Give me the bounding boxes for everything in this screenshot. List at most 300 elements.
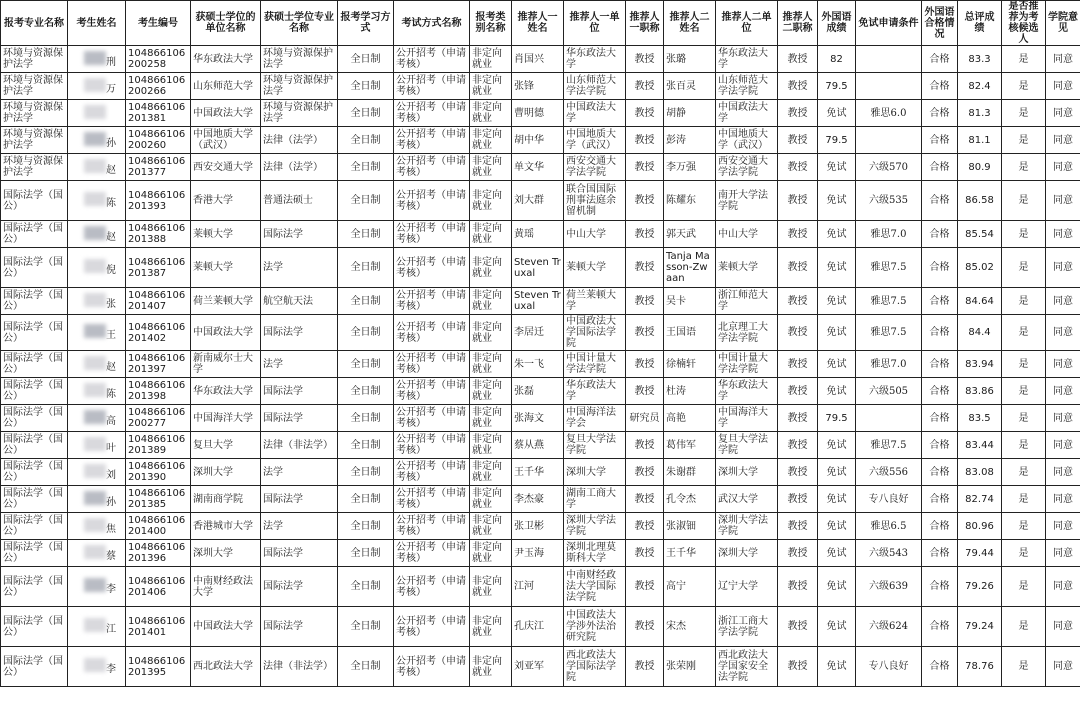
referee1-unit-cell-text: 中山大学 [566, 228, 606, 240]
major-cell [1, 567, 68, 607]
exemption-condition-cell-text: 六级624 [868, 621, 909, 632]
total-score-cell [958, 181, 1002, 221]
student-id-cell-text: 104866106201406 [128, 575, 186, 598]
referee1-unit-cell [564, 567, 626, 607]
student-id-cell [126, 288, 191, 315]
degree-cell-text: 国际法学 [263, 412, 303, 424]
college-opinion-cell-text: 同意 [1053, 262, 1073, 273]
total-score-cell-text: 85.54 [965, 228, 994, 240]
college-opinion-cell [1046, 248, 1080, 288]
major-cell-text: 国际法学（国公） [3, 434, 63, 456]
school-cell-text: 香港城市大学 [193, 520, 253, 532]
major-cell-text: 国际法学（国公） [3, 515, 63, 537]
lang-pass-cell-text: 合格 [929, 493, 950, 505]
school-cell-text: 荷兰莱顿大学 [193, 295, 253, 307]
referee2-unit-cell-text: 中国计量大学法学院 [718, 353, 768, 375]
referee2-name-cell-text: 宋杰 [666, 621, 686, 632]
lang-pass-cell-text: 合格 [929, 262, 950, 273]
total-score-cell [958, 459, 1002, 486]
study-mode-cell-text: 全日制 [350, 493, 381, 505]
category-cell-text: 非定向就业 [472, 515, 502, 537]
referee1-unit-cell [564, 248, 626, 288]
total-score-cell [958, 540, 1002, 567]
exam-type-cell [394, 288, 470, 315]
foreign-lang-score-cell-text: 免试 [826, 466, 847, 478]
student-id-cell [126, 459, 191, 486]
study-mode-cell-text: 全日制 [350, 327, 381, 338]
major-cell-text: 国际法学（国公） [3, 353, 63, 375]
student-id-cell-text: 104866106201400 [128, 515, 186, 537]
college-opinion-cell-text: 同意 [1053, 327, 1073, 338]
referee2-name-cell-text: 张荣刚 [666, 661, 696, 672]
foreign-lang-score-cell [818, 459, 856, 486]
student-id-cell [126, 181, 191, 221]
exemption-condition-cell-text: 雅思7.5 [870, 262, 907, 273]
foreign-lang-score-cell [818, 248, 856, 288]
referee1-name-cell [512, 100, 564, 127]
foreign-lang-score-cell [818, 288, 856, 315]
referee1-unit-cell-text: 中国政法大学 [566, 102, 616, 124]
exam-type-cell-text: 公开招考（申请考核） [396, 102, 466, 124]
school-cell [191, 127, 261, 154]
school-cell-text: 华东政法大学 [193, 53, 253, 65]
referee2-title-cell-text: 教授 [787, 547, 808, 559]
college-opinion-cell-text: 同意 [1053, 195, 1073, 206]
degree-cell-text: 国际法学 [263, 621, 303, 632]
referee1-title-cell [626, 647, 664, 687]
study-mode-cell [338, 351, 394, 378]
total-score-cell [958, 288, 1002, 315]
name-cell [68, 127, 126, 154]
exemption-condition-cell [856, 540, 922, 567]
referee2-name-cell-text: 高艳 [666, 412, 686, 424]
total-score-cell-text: 83.3 [968, 53, 991, 65]
college-opinion-cell-text: 同意 [1053, 547, 1073, 559]
exemption-condition-cell-text: 六级505 [868, 385, 909, 397]
college-opinion-cell-text: 同意 [1053, 439, 1073, 451]
table-row [1, 567, 1080, 607]
student-id-cell-text: 104866106200258 [128, 48, 186, 70]
referee1-name-cell-text: 朱一飞 [514, 358, 544, 370]
referee2-title-cell-text: 教授 [787, 53, 808, 65]
exam-type-cell [394, 127, 470, 154]
name-cell [68, 405, 126, 432]
major-cell [1, 351, 68, 378]
degree-cell-text: 国际法学 [263, 228, 303, 240]
student-id-cell [126, 378, 191, 405]
referee2-name-cell [664, 647, 716, 687]
referee1-unit-cell-text: 中国海洋法学会 [566, 407, 616, 429]
referee1-unit-cell [564, 540, 626, 567]
referee1-title-cell-text: 教授 [634, 661, 655, 672]
total-score-cell-text: 79.26 [965, 581, 994, 592]
referee2-name-cell-text: 徐楠轩 [666, 358, 696, 370]
referee1-unit-cell-text: 莱顿大学 [566, 262, 606, 273]
exam-type-cell [394, 459, 470, 486]
table-row [1, 221, 1080, 248]
referee1-unit-cell [564, 351, 626, 378]
recommended-cell-text: 是 [1018, 53, 1029, 65]
referee2-title-cell-text: 教授 [787, 327, 808, 338]
college-opinion-cell [1046, 221, 1080, 248]
degree-cell [261, 486, 338, 513]
referee2-unit-cell [716, 248, 778, 288]
referee2-unit-cell-text: 山东师范大学法学院 [718, 75, 768, 97]
lang-pass-cell [922, 607, 958, 647]
name-cell [68, 288, 126, 315]
category-cell [470, 351, 512, 378]
degree-cell-text: 法律（非法学） [263, 439, 333, 451]
school-cell [191, 459, 261, 486]
study-mode-cell [338, 540, 394, 567]
degree-cell-text: 普通法硕士 [263, 195, 313, 206]
college-opinion-cell-text: 同意 [1053, 107, 1073, 119]
category-cell-text: 非定向就业 [472, 655, 502, 678]
referee2-title-cell [778, 288, 818, 315]
referee1-unit-cell-text: 深圳北理莫斯科大学 [566, 542, 616, 564]
degree-cell-text: 法律（法学） [263, 161, 323, 173]
exam-type-cell-text: 公开招考（申请考核） [396, 189, 466, 212]
foreign-lang-score-cell [818, 73, 856, 100]
referee2-title-cell-text: 教授 [787, 621, 808, 632]
referee1-name-cell [512, 405, 564, 432]
exam-type-cell [394, 378, 470, 405]
exemption-condition-cell [856, 127, 922, 154]
referee1-title-cell-text: 教授 [634, 439, 655, 451]
foreign-lang-score-cell-text: 79.5 [825, 412, 848, 424]
name-cell-text: 赵 [106, 164, 116, 176]
student-id-cell [126, 221, 191, 248]
referee2-unit-cell [716, 567, 778, 607]
column-header: 获硕士学位的单位名称 [191, 1, 261, 46]
major-cell-text: 国际法学（国公） [3, 321, 63, 344]
name-cell [68, 315, 126, 351]
major-cell [1, 513, 68, 540]
column-header: 免试申请条件 [856, 1, 922, 46]
major-cell [1, 100, 68, 127]
referee2-name-cell [664, 73, 716, 100]
degree-cell-text: 法学 [263, 262, 283, 273]
student-id-cell-text: 104866106201385 [128, 488, 186, 510]
category-cell [470, 607, 512, 647]
school-cell-text: 中国地质大学（武汉） [193, 129, 253, 151]
student-id-cell-text: 104866106201381 [128, 102, 186, 124]
total-score-cell [958, 315, 1002, 351]
total-score-cell [958, 154, 1002, 181]
referee2-name-cell [664, 378, 716, 405]
name-cell [68, 221, 126, 248]
referee2-unit-cell-text: 中国地质大学（武汉） [718, 129, 768, 151]
category-cell [470, 315, 512, 351]
referee1-unit-cell-text: 深圳大学 [566, 466, 606, 478]
exemption-condition-cell [856, 181, 922, 221]
major-cell [1, 315, 68, 351]
exam-type-cell-text: 公开招考（申请考核） [396, 321, 466, 344]
exam-type-cell [394, 486, 470, 513]
name-cell-text: 赵 [106, 231, 116, 243]
total-score-cell-text: 80.9 [968, 161, 991, 173]
lang-pass-cell [922, 73, 958, 100]
referee2-title-cell-text: 教授 [787, 134, 808, 146]
total-score-cell [958, 432, 1002, 459]
name-cell-text: 李 [106, 664, 116, 675]
exam-type-cell-text: 公开招考（申请考核） [396, 461, 466, 483]
referee2-name-cell [664, 100, 716, 127]
referee2-unit-cell [716, 73, 778, 100]
column-header: 推荐人一单位 [564, 1, 626, 46]
referee2-title-cell [778, 432, 818, 459]
recommended-cell-text: 是 [1018, 195, 1029, 206]
referee2-name-cell [664, 288, 716, 315]
student-id-cell [126, 405, 191, 432]
major-cell [1, 221, 68, 248]
name-cell-text: 高 [106, 415, 116, 427]
table-row [1, 432, 1080, 459]
major-cell [1, 459, 68, 486]
degree-cell-text: 法学 [263, 520, 283, 532]
study-mode-cell-text: 全日制 [350, 547, 381, 559]
lang-pass-cell-text: 合格 [929, 547, 950, 559]
referee1-unit-cell [564, 486, 626, 513]
exam-type-cell [394, 540, 470, 567]
student-id-cell [126, 73, 191, 100]
school-cell [191, 647, 261, 687]
exemption-condition-cell-text: 雅思6.0 [870, 107, 907, 119]
column-header: 外国语成绩 [818, 1, 856, 46]
referee1-unit-cell-text: 中南财经政法大学国际法学院 [566, 570, 616, 603]
referee1-title-cell [626, 46, 664, 73]
referee2-name-cell-text: 张淑钿 [666, 520, 696, 532]
lang-pass-cell [922, 459, 958, 486]
lang-pass-cell-text: 合格 [929, 621, 950, 632]
recommended-cell-text: 是 [1018, 228, 1029, 240]
referee1-unit-cell [564, 607, 626, 647]
redaction-mosaic [84, 192, 106, 206]
referee1-name-cell [512, 378, 564, 405]
referee1-unit-cell-text: 西安交通大学法学院 [566, 156, 616, 178]
college-opinion-cell [1046, 647, 1080, 687]
category-cell-text: 非定向就业 [472, 156, 502, 178]
referee2-unit-cell-text: 华东政法大学 [718, 380, 768, 402]
college-opinion-cell [1046, 181, 1080, 221]
degree-cell [261, 567, 338, 607]
referee1-unit-cell-text: 华东政法大学 [566, 48, 616, 70]
recommended-cell [1002, 73, 1046, 100]
exam-type-cell [394, 432, 470, 459]
column-header: 推荐人二姓名 [664, 1, 716, 46]
degree-cell-text: 环境与资源保护法学 [263, 102, 333, 124]
recommended-cell [1002, 221, 1046, 248]
college-opinion-cell [1046, 486, 1080, 513]
college-opinion-cell [1046, 513, 1080, 540]
exemption-condition-cell [856, 567, 922, 607]
lang-pass-cell-text: 合格 [929, 228, 950, 240]
lang-pass-cell [922, 248, 958, 288]
school-cell-text: 深圳大学 [193, 466, 233, 478]
recommended-cell-text: 是 [1018, 439, 1029, 451]
school-cell [191, 405, 261, 432]
name-cell-text: 刑 [106, 56, 116, 68]
referee1-name-cell [512, 248, 564, 288]
referee1-title-cell-text: 教授 [634, 621, 655, 632]
referee2-unit-cell-text: 武汉大学 [718, 493, 758, 505]
redaction-mosaic [84, 259, 106, 273]
exam-type-cell-text: 公开招考（申请考核） [396, 256, 466, 279]
student-id-cell-text: 104866106201377 [128, 156, 186, 178]
referee2-unit-cell [716, 100, 778, 127]
recommended-cell [1002, 567, 1046, 607]
student-id-cell-text: 104866106201388 [128, 223, 186, 245]
referee1-name-cell [512, 221, 564, 248]
referee1-name-cell-text: 蔡从燕 [514, 439, 544, 451]
recommended-cell [1002, 378, 1046, 405]
school-cell [191, 100, 261, 127]
referee1-name-cell-text: 胡中华 [514, 134, 544, 146]
school-cell-text: 复旦大学 [193, 439, 233, 451]
school-cell-text: 莱顿大学 [193, 262, 233, 273]
referee2-unit-cell [716, 513, 778, 540]
referee2-name-cell [664, 248, 716, 288]
category-cell [470, 432, 512, 459]
referee2-unit-cell-text: 中国海洋大学 [718, 407, 768, 429]
major-cell [1, 647, 68, 687]
foreign-lang-score-cell [818, 486, 856, 513]
total-score-cell [958, 248, 1002, 288]
referee1-title-cell-text: 教授 [634, 295, 655, 307]
school-cell [191, 607, 261, 647]
college-opinion-cell-text: 同意 [1053, 134, 1073, 146]
foreign-lang-score-cell-text: 免试 [826, 327, 847, 338]
study-mode-cell [338, 181, 394, 221]
study-mode-cell-text: 全日制 [350, 228, 381, 240]
category-cell [470, 73, 512, 100]
college-opinion-cell [1046, 127, 1080, 154]
school-cell [191, 378, 261, 405]
study-mode-cell-text: 全日制 [350, 661, 381, 672]
referee2-title-cell [778, 73, 818, 100]
referee2-title-cell-text: 教授 [787, 520, 808, 532]
referee2-title-cell [778, 567, 818, 607]
study-mode-cell-text: 全日制 [350, 412, 381, 424]
lang-pass-cell-text: 合格 [929, 107, 950, 119]
referee2-title-cell-text: 教授 [787, 161, 808, 173]
referee1-unit-cell [564, 221, 626, 248]
referee2-unit-cell [716, 288, 778, 315]
table-row [1, 288, 1080, 315]
degree-cell [261, 46, 338, 73]
referee2-name-cell [664, 459, 716, 486]
exam-type-cell [394, 315, 470, 351]
total-score-cell-text: 83.5 [968, 412, 991, 424]
student-id-cell [126, 351, 191, 378]
referee2-name-cell-text: 孔令杰 [666, 493, 696, 505]
total-score-cell-text: 81.1 [968, 134, 991, 146]
recommended-cell-text: 是 [1018, 327, 1029, 338]
degree-cell [261, 73, 338, 100]
name-cell-text: 陈 [106, 388, 116, 400]
referee1-unit-cell-text: 深圳大学法学院 [566, 515, 616, 537]
recommended-cell-text: 是 [1018, 581, 1029, 592]
study-mode-cell-text: 全日制 [350, 581, 381, 592]
referee1-name-cell-text: 孔庆江 [514, 621, 544, 632]
referee2-unit-cell-text: 深圳大学 [718, 466, 758, 478]
study-mode-cell [338, 288, 394, 315]
column-header: 考生姓名 [68, 1, 126, 46]
table-row [1, 647, 1080, 687]
recommended-cell-text: 是 [1018, 262, 1029, 273]
name-cell [68, 100, 126, 127]
category-cell [470, 567, 512, 607]
table-row [1, 127, 1080, 154]
major-cell [1, 248, 68, 288]
study-mode-cell-text: 全日制 [350, 466, 381, 478]
total-score-cell [958, 405, 1002, 432]
school-cell [191, 288, 261, 315]
study-mode-cell [338, 315, 394, 351]
foreign-lang-score-cell [818, 513, 856, 540]
student-id-cell [126, 248, 191, 288]
college-opinion-cell-text: 同意 [1053, 412, 1073, 424]
degree-cell [261, 127, 338, 154]
column-header: 报考类别名称 [470, 1, 512, 46]
foreign-lang-score-cell [818, 567, 856, 607]
student-id-cell-text: 104866106200266 [128, 75, 186, 97]
referee2-unit-cell-text: 深圳大学 [718, 547, 758, 559]
recommended-cell-text: 是 [1018, 547, 1029, 559]
major-cell [1, 46, 68, 73]
referee2-unit-cell [716, 315, 778, 351]
referee2-unit-cell [716, 647, 778, 687]
name-cell-text: 焦 [106, 523, 116, 535]
table-row [1, 248, 1080, 288]
referee2-unit-cell [716, 181, 778, 221]
referee1-title-cell-text: 教授 [634, 466, 655, 478]
category-cell [470, 154, 512, 181]
college-opinion-cell-text: 同意 [1053, 493, 1073, 505]
degree-cell [261, 540, 338, 567]
study-mode-cell [338, 46, 394, 73]
major-cell [1, 607, 68, 647]
exemption-condition-cell [856, 46, 922, 73]
degree-cell-text: 环境与资源保护法学 [263, 75, 333, 97]
college-opinion-cell-text: 同意 [1053, 621, 1073, 632]
referee2-name-cell-text: 杜涛 [666, 385, 686, 397]
student-id-cell [126, 46, 191, 73]
table-row [1, 486, 1080, 513]
school-cell [191, 486, 261, 513]
school-cell [191, 248, 261, 288]
study-mode-cell-text: 全日制 [350, 520, 381, 532]
exam-type-cell [394, 647, 470, 687]
recommended-cell-text: 是 [1018, 358, 1029, 370]
referee1-name-cell-text: 李居迁 [514, 327, 544, 338]
referee1-title-cell [626, 315, 664, 351]
lang-pass-cell-text: 合格 [929, 295, 950, 307]
referee2-name-cell-text: 彭涛 [666, 134, 686, 146]
referee2-title-cell [778, 127, 818, 154]
referee1-unit-cell [564, 100, 626, 127]
column-header: 学院意见 [1046, 1, 1080, 46]
degree-cell [261, 607, 338, 647]
major-cell-text: 环境与资源保护法学 [3, 102, 63, 124]
referee1-name-cell-text: 张卫彬 [514, 520, 544, 532]
category-cell [470, 288, 512, 315]
major-cell-text: 国际法学（国公） [3, 223, 63, 245]
referee2-unit-cell-text: 浙江师范大学 [718, 290, 768, 312]
referee1-title-cell [626, 486, 664, 513]
lang-pass-cell-text: 合格 [929, 412, 950, 424]
table-row [1, 540, 1080, 567]
